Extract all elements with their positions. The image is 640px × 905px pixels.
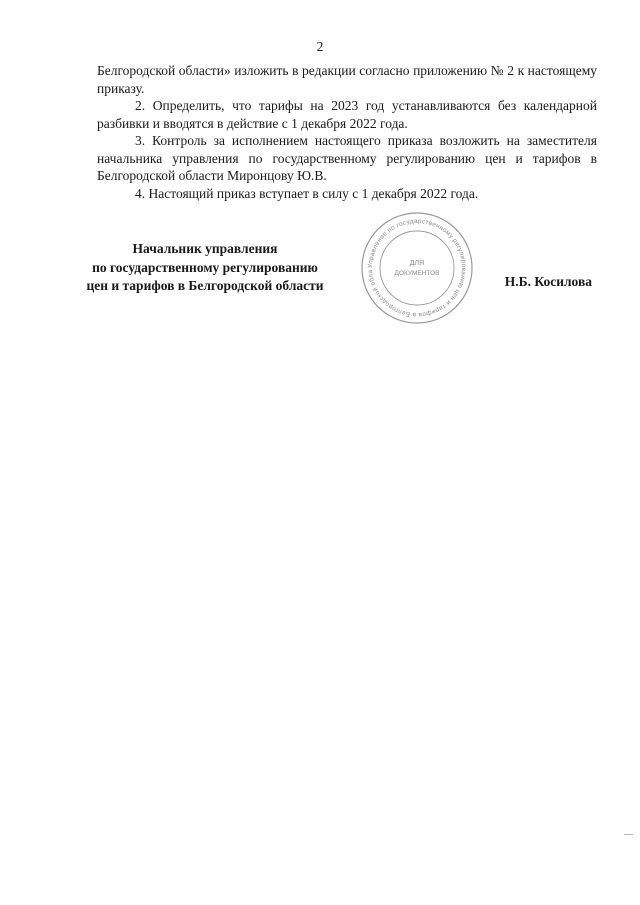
signatory-title-line-3: цен и тарифов в Белгородской области (86, 278, 324, 293)
page-number: 2 (316, 39, 324, 54)
paragraph-1: Белгородской области» изложить в редакции согласно приложению № 2 к настоящему приказу. (97, 63, 597, 96)
signatory-title-line-2: по государственному регулированию (92, 259, 318, 275)
paragraph-4: 4. Настоящий приказ вступает в силу с 1 декабря 2022 года. (135, 185, 479, 201)
signatory-title (75, 240, 335, 296)
seal-center-line-2: ДОКУМЕНТОВ (394, 270, 440, 277)
signatory-name: Н.Б. Косилова (504, 274, 592, 289)
official-seal (360, 211, 474, 325)
paragraph-2: 2. Определить, что тарифы на 2023 год устанавливаются без календарной разбивки и вводятся в действие с 1 декабря 2022 года. (97, 98, 597, 131)
document-body (97, 62, 597, 202)
paragraph-3: 3. Контроль за исполнением настоящего приказа возложить на заместителя начальника управления по государственному регулированию цен и тарифов в Белгородской области Миронцову Ю.В. (97, 133, 597, 183)
seal-inner-ring (380, 231, 454, 305)
margin-mark: — (624, 829, 633, 839)
seal-center-line-1: ДЛЯ (409, 260, 425, 267)
seal-outer-ring (362, 213, 472, 323)
signatory-title-line-1: Начальник управления (132, 241, 278, 256)
seal-ring-textpath: Управление по государственному регулированию цен и тарифов в Белгородской обла (366, 217, 468, 319)
